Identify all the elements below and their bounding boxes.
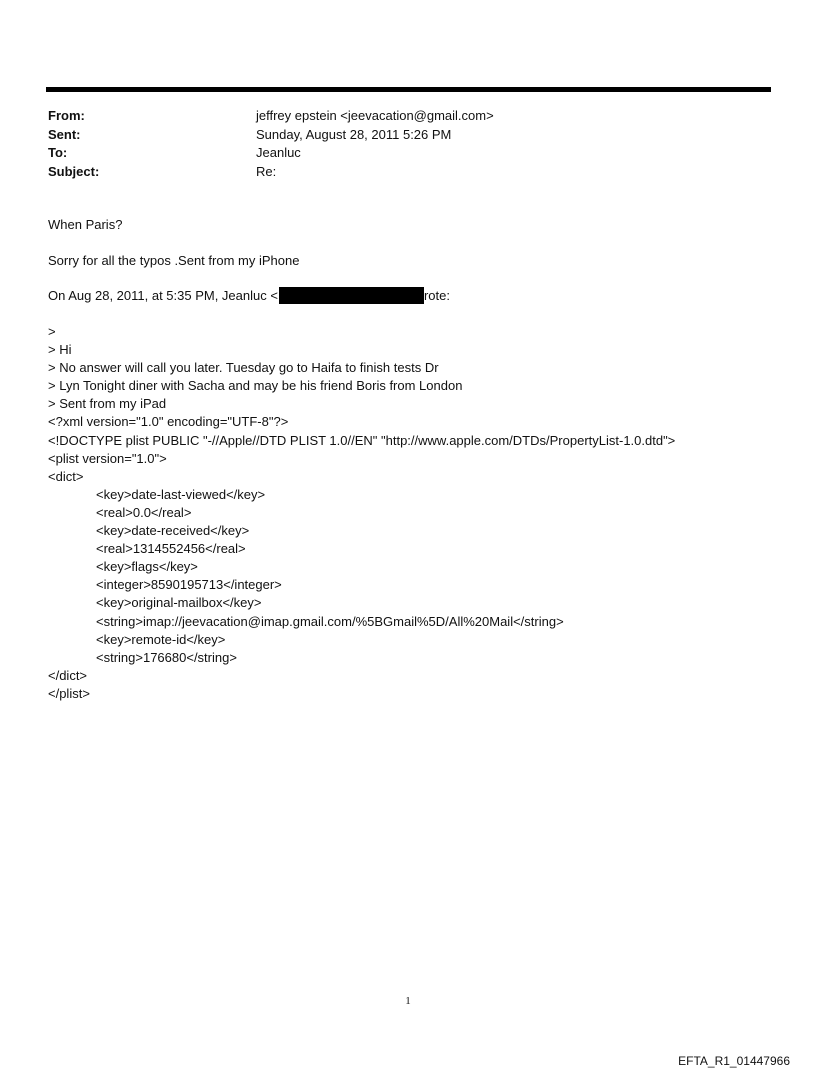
quoted-line: > Sent from my iPad [48,396,167,412]
plist-line: <dict> [48,468,84,484]
plist-line: <key>date-received</key> [96,523,250,539]
subject-row [48,163,494,182]
plist-line: </plist> [48,685,90,701]
sent-row [48,126,494,145]
plist-line: <!DOCTYPE plist PUBLIC "-//Apple//DTD PLIST 1.0//EN" "http://www.apple.com/DTDs/PropertyList-1.0.dtd"> [48,432,676,448]
from-label: From: [48,108,85,123]
quoted-line: > Hi [48,342,72,358]
to-row [48,144,494,163]
quoted-message [48,323,675,703]
sent-label: Sent: [48,126,81,142]
to-value: Jeanluc [256,145,301,160]
plist-line: </dict> [48,667,88,683]
page-number: 1 [405,995,411,1007]
plist-line: <plist version="1.0"> [48,450,167,466]
email-header [48,107,494,181]
from-value: jeffrey epstein <jeevacation@gmail.com> [256,108,494,123]
plist-line: <string>imap://jeevacation@imap.gmail.com/%5BGmail%5D/All%20Mail</string> [96,613,564,629]
quoted-line: > [48,324,56,339]
plist-line: <integer>8590195713</integer> [96,577,282,593]
plist-line: <?xml version="1.0" encoding="UTF-8"?> [48,414,289,430]
attribution-text-after: rote: [423,288,450,303]
plist-line: <real>0.0</real> [96,504,192,520]
sent-value: Sunday, August 28, 2011 5:26 PM [256,126,452,142]
from-row [48,107,494,126]
quoted-line: > No answer will call you later. Tuesday go to Haifa to finish tests Dr [48,360,439,376]
attribution-text-before: On Aug 28, 2011, at 5:35 PM, Jeanluc < [48,288,278,303]
body-line-question: When Paris? [48,217,123,232]
attribution-line [48,287,450,304]
subject-label: Subject: [48,163,100,179]
bates-number: EFTA_R1_01447966 [678,1054,790,1068]
plist-line: <key>original-mailbox</key> [96,595,262,611]
plist-line: <key>flags</key> [96,559,198,575]
header-divider [46,87,771,92]
plist-line: <string>176680</string> [96,649,237,665]
subject-value: Re: [256,163,277,179]
redaction-block [279,287,424,304]
body-line-signature: Sorry for all the typos .Sent from my iPhone [48,253,300,268]
plist-line: <real>1314552456</real> [96,541,246,557]
plist-line: <key>date-last-viewed</key> [96,486,266,502]
quoted-line: > Lyn Tonight diner with Sacha and may be his friend Boris from London [48,378,463,394]
to-label: To: [48,145,68,160]
plist-line: <key>remote-id</key> [96,631,226,647]
